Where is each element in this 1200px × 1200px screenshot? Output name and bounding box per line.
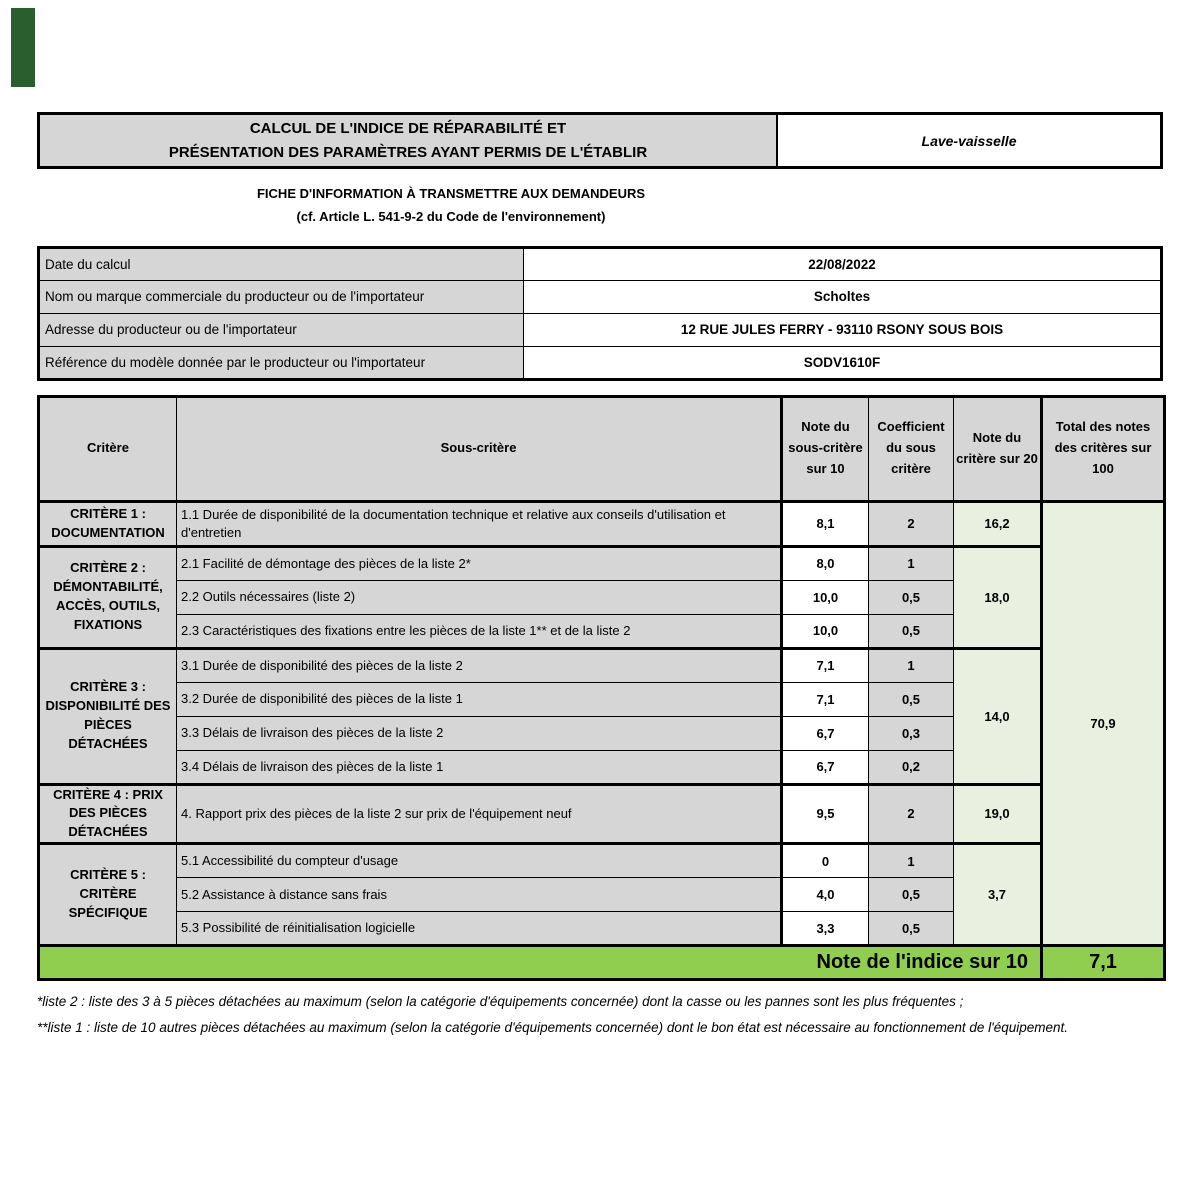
coef-cell: 0,2 — [869, 750, 954, 784]
document-header — [37, 112, 1163, 169]
note10-cell: 4,0 — [782, 878, 869, 912]
note20-cell: 3,7 — [954, 844, 1042, 946]
coef-cell: 0,5 — [869, 682, 954, 716]
note20-cell: 19,0 — [954, 784, 1042, 844]
footnote-liste1: **liste 1 : liste de 10 autres pièces détachées au maximum (selon la catégorie d'équipements concernée) dont le bon état est nécessaire au fonctionnement de l'équipement. — [37, 1019, 1069, 1035]
note10-cell: 8,0 — [782, 546, 869, 580]
note10-cell: 9,5 — [782, 784, 869, 844]
sub-criterion-cell: 3.3 Délais de livraison des pièces de la liste 2 — [177, 716, 782, 750]
table-row — [39, 844, 1165, 878]
coef-cell: 0,3 — [869, 716, 954, 750]
table-row — [39, 784, 1165, 844]
header-sous-critere: Sous-critère — [177, 396, 782, 501]
note10-cell: 6,7 — [782, 716, 869, 750]
coef-cell: 1 — [869, 844, 954, 878]
info-row-label: Date du calcul — [39, 247, 524, 280]
subtitle-block — [37, 183, 865, 229]
coef-cell: 2 — [869, 784, 954, 844]
table-row — [39, 501, 1165, 546]
header-total: Total des notes des critères sur 100 — [1042, 396, 1165, 501]
coef-cell: 0,5 — [869, 878, 954, 912]
header-note20: Note du critère sur 20 — [954, 396, 1042, 501]
note10-cell: 10,0 — [782, 614, 869, 648]
sub-criterion-cell: 5.2 Assistance à distance sans frais — [177, 878, 782, 912]
sub-criterion-cell: 5.3 Possibilité de réinitialisation logicielle — [177, 912, 782, 946]
title-line1: CALCUL DE L'INDICE DE RÉPARABILITÉ ET — [249, 120, 567, 138]
final-score-label: Note de l'indice sur 10 — [39, 946, 1042, 980]
info-row — [39, 247, 1162, 280]
header-coefficient: Coefficient du sous critère — [869, 396, 954, 501]
header-note10: Note du sous-critère sur 10 — [782, 396, 869, 501]
info-row-value: SODV1610F — [524, 346, 1162, 379]
note10-cell: 10,0 — [782, 580, 869, 614]
sub-criterion-cell: 3.1 Durée de disponibilité des pièces de la liste 2 — [177, 648, 782, 682]
note10-cell: 8,1 — [782, 501, 869, 546]
criteria-cell: CRITÈRE 4 : PRIX DES PIÈCES DÉTACHÉES — [39, 784, 177, 844]
table-row — [39, 648, 1165, 682]
note10-cell: 7,1 — [782, 648, 869, 682]
info-row-label: Référence du modèle donnée par le producteur ou l'importateur — [39, 346, 524, 379]
note20-cell: 14,0 — [954, 648, 1042, 784]
note10-cell: 0 — [782, 844, 869, 878]
coef-cell: 0,5 — [869, 580, 954, 614]
info-row-label: Nom ou marque commerciale du producteur ou de l'importateur — [39, 280, 524, 313]
sub-criterion-cell: 2.3 Caractéristiques des fixations entre les pièces de la liste 1** et de la liste 2 — [177, 614, 782, 648]
info-row-value: 22/08/2022 — [524, 247, 1162, 280]
document-title — [40, 115, 778, 166]
total-cell: 70,9 — [1042, 501, 1165, 946]
sub-criterion-cell: 2.2 Outils nécessaires (liste 2) — [177, 580, 782, 614]
sub-criterion-cell: 4. Rapport prix des pièces de la liste 2 sur prix de l'équipement neuf — [177, 784, 782, 844]
criteria-cell: CRITÈRE 2 : DÉMONTABILITÉ, ACCÈS, OUTILS, FIXATIONS — [39, 546, 177, 648]
product-type-label: Lave-vaisselle — [921, 132, 1017, 149]
footnote-liste2: *liste 2 : liste des 3 à 5 pièces détachées au maximum (selon la catégorie d'équipements concernée) dont la casse ou les pannes sont les plus fréquentes ; — [37, 994, 964, 1010]
info-row — [39, 280, 1162, 313]
sub-criterion-cell: 3.4 Délais de livraison des pièces de la liste 1 — [177, 750, 782, 784]
criteria-cell: CRITÈRE 1 : DOCUMENTATION — [39, 501, 177, 546]
corner-mark — [11, 8, 35, 87]
coef-cell: 2 — [869, 501, 954, 546]
note20-cell: 16,2 — [954, 501, 1042, 546]
info-row-label: Adresse du producteur ou de l'importateur — [39, 313, 524, 346]
note10-cell: 6,7 — [782, 750, 869, 784]
criteria-table — [37, 395, 1166, 982]
info-row-value: 12 RUE JULES FERRY - 93110 RSONY SOUS BOIS — [524, 313, 1162, 346]
coef-cell: 0,5 — [869, 614, 954, 648]
coef-cell: 1 — [869, 546, 954, 580]
coef-cell: 1 — [869, 648, 954, 682]
info-table — [37, 246, 1163, 381]
sub-criterion-cell: 5.1 Accessibilité du compteur d'usage — [177, 844, 782, 878]
final-score-value: 7,1 — [1042, 946, 1165, 980]
note20-cell: 18,0 — [954, 546, 1042, 648]
criteria-table-header — [39, 396, 1165, 501]
product-type-box — [778, 115, 1160, 166]
info-row-value: Scholtes — [524, 280, 1162, 313]
footnotes — [37, 989, 1163, 1040]
document-content — [37, 112, 1163, 1040]
sub-criterion-cell: 1.1 Durée de disponibilité de la documentation technique et relative aux conseils d'utilisation et d'entretien — [177, 501, 782, 546]
sub-criterion-cell: 2.1 Facilité de démontage des pièces de la liste 2* — [177, 546, 782, 580]
final-score-row — [39, 946, 1165, 980]
criteria-cell: CRITÈRE 5 : CRITÈRE SPÉCIFIQUE — [39, 844, 177, 946]
note10-cell: 3,3 — [782, 912, 869, 946]
subtitle-line1: FICHE D'INFORMATION À TRANSMETTRE AUX DEMANDEURS — [256, 186, 646, 201]
info-row — [39, 313, 1162, 346]
note10-cell: 7,1 — [782, 682, 869, 716]
coef-cell: 0,5 — [869, 912, 954, 946]
sub-criterion-cell: 3.2 Durée de disponibilité des pièces de la liste 1 — [177, 682, 782, 716]
header-critere: Critère — [39, 396, 177, 501]
info-row — [39, 346, 1162, 379]
criteria-cell: CRITÈRE 3 : DISPONIBILITÉ DES PIÈCES DÉTACHÉES — [39, 648, 177, 784]
title-line2: PRÉSENTATION DES PARAMÈTRES AYANT PERMIS DE L'ÉTABLIR — [168, 143, 648, 161]
subtitle-line2: (cf. Article L. 541-9-2 du Code de l'environnement) — [296, 208, 606, 224]
table-row — [39, 546, 1165, 580]
